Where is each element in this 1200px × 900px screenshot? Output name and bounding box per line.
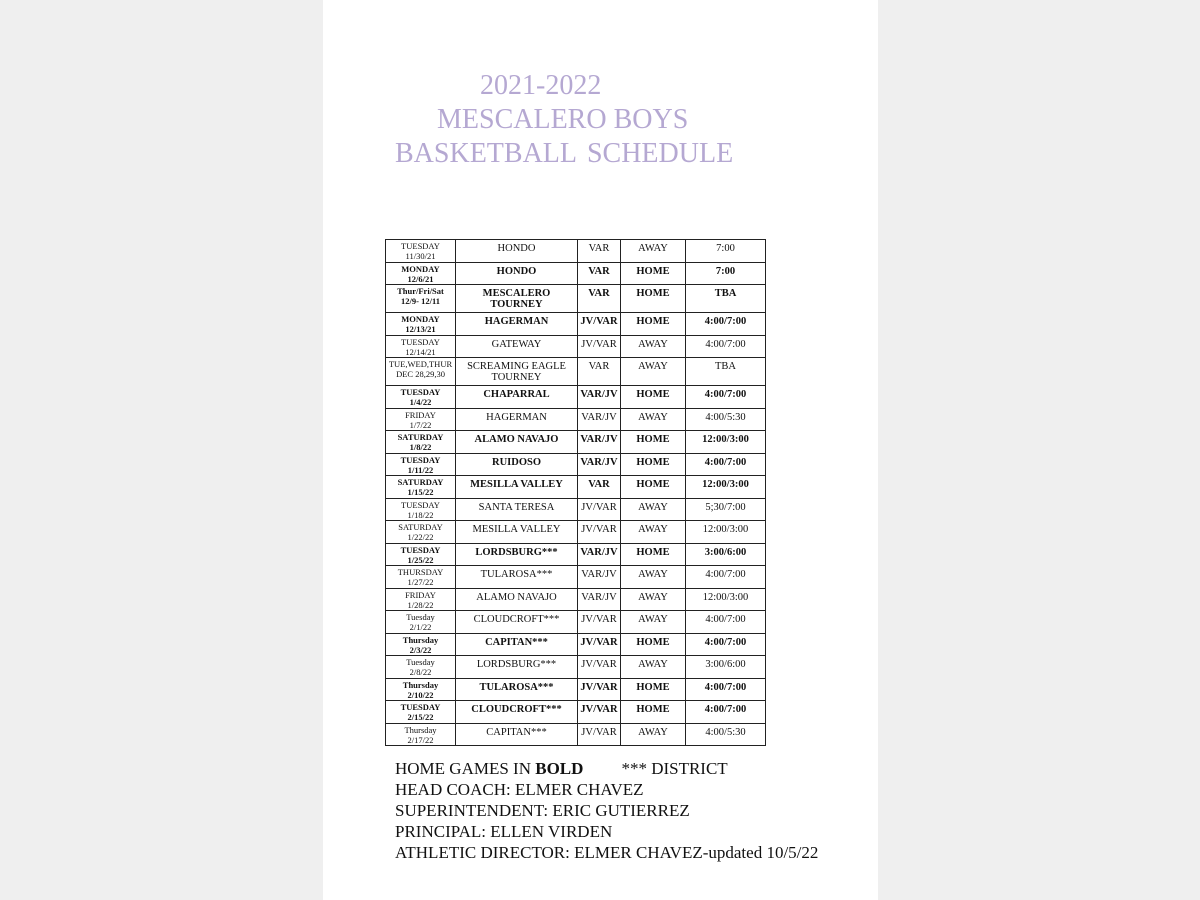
table-row <box>386 498 766 521</box>
title-season: 2021-2022 <box>480 70 602 101</box>
game-day: FRIDAY <box>405 409 436 420</box>
game-date-value: 12/6/21 <box>407 273 434 284</box>
game-time: 4:00/7:00 <box>686 386 766 409</box>
home-games-note: HOME GAMES IN <box>395 759 536 778</box>
game-level: JV/VAR <box>578 656 621 679</box>
game-location: AWAY <box>621 611 686 634</box>
game-opponent: CHAPARRAL <box>456 386 578 409</box>
game-date-value: 1/11/22 <box>407 464 434 475</box>
game-date <box>386 453 456 476</box>
table-row <box>386 358 766 386</box>
game-day: Thursday <box>402 634 439 645</box>
game-date <box>386 476 456 499</box>
schedule-page <box>323 0 878 900</box>
game-date <box>386 240 456 263</box>
game-day: SATURDAY <box>398 522 443 532</box>
game-date-value: 1/27/22 <box>407 577 434 587</box>
game-date <box>386 408 456 431</box>
game-level: VAR/JV <box>578 386 621 409</box>
game-day: TUESDAY <box>401 336 440 347</box>
game-level: VAR/JV <box>578 566 621 589</box>
game-time: 4:00/7:00 <box>686 335 766 358</box>
game-opponent: HONDO <box>456 262 578 285</box>
legend-line <box>395 758 818 779</box>
game-opponent: TULAROSA*** <box>456 678 578 701</box>
table-row <box>386 262 766 285</box>
table-row <box>386 313 766 336</box>
game-opponent: HONDO <box>456 240 578 263</box>
table-row <box>386 408 766 431</box>
game-date-value: 2/17/22 <box>407 734 434 745</box>
game-location: AWAY <box>621 723 686 746</box>
game-location: AWAY <box>621 588 686 611</box>
game-day: TUESDAY <box>401 499 440 510</box>
game-time: 4:00/7:00 <box>686 453 766 476</box>
game-time: TBA <box>686 358 766 386</box>
game-location: HOME <box>621 476 686 499</box>
game-date-value: 2/10/22 <box>407 689 434 700</box>
table-row <box>386 633 766 656</box>
game-opponent: CAPITAN*** <box>456 633 578 656</box>
table-row <box>386 588 766 611</box>
game-time: 4:00/7:00 <box>686 678 766 701</box>
game-day: MONDAY <box>401 314 440 324</box>
game-level: VAR/JV <box>578 543 621 566</box>
game-date-value: 2/1/22 <box>409 622 432 632</box>
game-day: TUESDAY <box>400 387 441 397</box>
game-level: VAR/JV <box>578 453 621 476</box>
game-date <box>386 498 456 521</box>
game-time: 7:00 <box>686 262 766 285</box>
game-time: 4:00/7:00 <box>686 611 766 634</box>
table-row <box>386 521 766 544</box>
game-opponent: GATEWAY <box>456 335 578 358</box>
game-opponent: SANTA TERESA <box>456 498 578 521</box>
game-opponent: CLOUDCROFT*** <box>456 611 578 634</box>
game-location: HOME <box>621 453 686 476</box>
game-date-value: 12/14/21 <box>405 346 436 357</box>
game-date-value: 2/3/22 <box>409 644 432 655</box>
game-time: 12:00/3:00 <box>686 431 766 454</box>
game-date-value: 1/4/22 <box>409 397 432 407</box>
game-location: AWAY <box>621 521 686 544</box>
game-time: 4:00/7:00 <box>686 633 766 656</box>
game-date-value: 2/15/22 <box>407 712 434 722</box>
game-level: VAR/JV <box>578 431 621 454</box>
table-row <box>386 566 766 589</box>
game-level: JV/VAR <box>578 521 621 544</box>
game-location: HOME <box>621 386 686 409</box>
game-level: VAR <box>578 240 621 263</box>
game-date-value: 1/8/22 <box>409 442 432 452</box>
game-opponent: CAPITAN*** <box>456 723 578 746</box>
home-games-bold-word: BOLD <box>535 759 584 778</box>
table-row <box>386 656 766 679</box>
game-location: AWAY <box>621 240 686 263</box>
game-date-value: 1/15/22 <box>407 487 434 497</box>
game-date <box>386 701 456 724</box>
game-opponent: ALAMO NAVAJO <box>456 431 578 454</box>
game-day: SATURDAY <box>397 432 444 442</box>
game-date <box>386 611 456 634</box>
game-location: AWAY <box>621 656 686 679</box>
game-location: AWAY <box>621 408 686 431</box>
district-note: *** DISTRICT <box>621 759 728 778</box>
game-day: MONDAY <box>401 263 440 274</box>
game-date-value: 1/7/22 <box>409 419 432 430</box>
game-day: TUESDAY <box>400 544 441 555</box>
table-row <box>386 335 766 358</box>
game-level: JV/VAR <box>578 633 621 656</box>
game-location: HOME <box>621 633 686 656</box>
schedule-table-body <box>386 240 766 746</box>
game-location: AWAY <box>621 335 686 358</box>
game-date-value: 11/30/21 <box>405 251 436 261</box>
game-time: 4:00/7:00 <box>686 566 766 589</box>
game-level: JV/VAR <box>578 313 621 336</box>
game-date-value: 12/9- 12/11 <box>401 296 440 306</box>
game-level: JV/VAR <box>578 701 621 724</box>
table-row <box>386 678 766 701</box>
game-date <box>386 543 456 566</box>
game-level: JV/VAR <box>578 611 621 634</box>
game-date-value: 1/18/22 <box>407 509 434 520</box>
table-row <box>386 431 766 454</box>
game-opponent: TULAROSA*** <box>456 566 578 589</box>
game-opponent: HAGERMAN <box>456 408 578 431</box>
game-level: JV/VAR <box>578 335 621 358</box>
principal: PRINCIPAL: ELLEN VIRDEN <box>395 822 613 841</box>
game-level: VAR <box>578 285 621 313</box>
table-row <box>386 285 766 313</box>
game-date <box>386 633 456 656</box>
table-row <box>386 611 766 634</box>
game-level: VAR <box>578 476 621 499</box>
game-time: 4:00/5:30 <box>686 723 766 746</box>
table-row <box>386 476 766 499</box>
game-date <box>386 262 456 285</box>
title-schedule: BASKETBALL SCHEDULE <box>395 138 734 169</box>
game-location: HOME <box>621 285 686 313</box>
game-opponent: SCREAMING EAGLE TOURNEY <box>456 358 578 386</box>
game-date-value: 12/13/21 <box>405 324 436 334</box>
schedule-footer <box>395 758 818 863</box>
athletic-director: ATHLETIC DIRECTOR: ELMER CHAVEZ-updated 10/5/22 <box>395 843 819 862</box>
game-opponent: MESILLA VALLEY <box>456 476 578 499</box>
game-date-value: 1/22/22 <box>407 532 434 542</box>
game-time: 12:00/3:00 <box>686 588 766 611</box>
table-row <box>386 240 766 263</box>
game-date-value: 1/28/22 <box>407 599 434 610</box>
game-day: TUESDAY <box>400 454 441 465</box>
game-date <box>386 723 456 746</box>
game-date-value: 1/25/22 <box>407 554 434 565</box>
game-time: 12:00/3:00 <box>686 521 766 544</box>
game-date <box>386 566 456 589</box>
game-date-value: DEC 28,29,30 <box>396 369 445 379</box>
game-location: AWAY <box>621 498 686 521</box>
game-time: 12:00/3:00 <box>686 476 766 499</box>
head-coach: HEAD COACH: ELMER CHAVEZ <box>395 780 644 799</box>
superintendent: SUPERINTENDENT: ERIC GUTIERREZ <box>395 801 690 820</box>
game-day: Tuesday <box>406 657 435 667</box>
game-level: VAR/JV <box>578 588 621 611</box>
game-day: TUESDAY <box>401 241 440 251</box>
game-date <box>386 285 456 313</box>
game-location: AWAY <box>621 358 686 386</box>
game-day: FRIDAY <box>405 589 436 600</box>
game-level: JV/VAR <box>578 498 621 521</box>
game-time: 7:00 <box>686 240 766 263</box>
game-location: HOME <box>621 431 686 454</box>
schedule-table <box>385 239 766 746</box>
game-opponent: ALAMO NAVAJO <box>456 588 578 611</box>
game-date <box>386 678 456 701</box>
game-date <box>386 656 456 679</box>
game-location: HOME <box>621 701 686 724</box>
game-date <box>386 386 456 409</box>
game-day: Tuesday <box>406 612 435 622</box>
game-date <box>386 358 456 386</box>
game-date <box>386 588 456 611</box>
game-time: 3:00/6:00 <box>686 656 766 679</box>
game-level: JV/VAR <box>578 723 621 746</box>
game-level: VAR <box>578 262 621 285</box>
game-level: VAR/JV <box>578 408 621 431</box>
game-location: HOME <box>621 313 686 336</box>
game-location: HOME <box>621 678 686 701</box>
game-date <box>386 335 456 358</box>
game-opponent: LORDSBURG*** <box>456 656 578 679</box>
game-day: Thur/Fri/Sat <box>397 286 444 296</box>
game-opponent: LORDSBURG*** <box>456 543 578 566</box>
game-day: THURSDAY <box>397 567 444 577</box>
game-level: JV/VAR <box>578 678 621 701</box>
table-row <box>386 386 766 409</box>
game-time: 3:00/6:00 <box>686 543 766 566</box>
game-time: 4:00/5:30 <box>686 408 766 431</box>
game-time: TBA <box>686 285 766 313</box>
game-date <box>386 313 456 336</box>
table-row <box>386 701 766 724</box>
game-opponent: MESILLA VALLEY <box>456 521 578 544</box>
game-opponent: CLOUDCROFT*** <box>456 701 578 724</box>
table-row <box>386 453 766 476</box>
table-row <box>386 543 766 566</box>
game-date-value: 2/8/22 <box>409 667 432 677</box>
game-opponent: HAGERMAN <box>456 313 578 336</box>
game-location: HOME <box>621 543 686 566</box>
game-level: VAR <box>578 358 621 386</box>
game-location: AWAY <box>621 566 686 589</box>
game-day: SATURDAY <box>397 477 444 487</box>
table-row <box>386 723 766 746</box>
game-opponent: RUIDOSO <box>456 453 578 476</box>
game-time: 4:00/7:00 <box>686 313 766 336</box>
game-day: TUESDAY <box>400 702 441 712</box>
game-date <box>386 521 456 544</box>
game-day: TUE,WED,THUR <box>388 359 453 369</box>
game-time: 5;30/7:00 <box>686 498 766 521</box>
title-team: MESCALERO BOYS <box>437 104 689 135</box>
game-date <box>386 431 456 454</box>
game-day: Thursday <box>404 724 437 735</box>
game-opponent: MESCALERO TOURNEY <box>456 285 578 313</box>
game-time: 4:00/7:00 <box>686 701 766 724</box>
game-location: HOME <box>621 262 686 285</box>
game-day: Thursday <box>402 679 439 690</box>
